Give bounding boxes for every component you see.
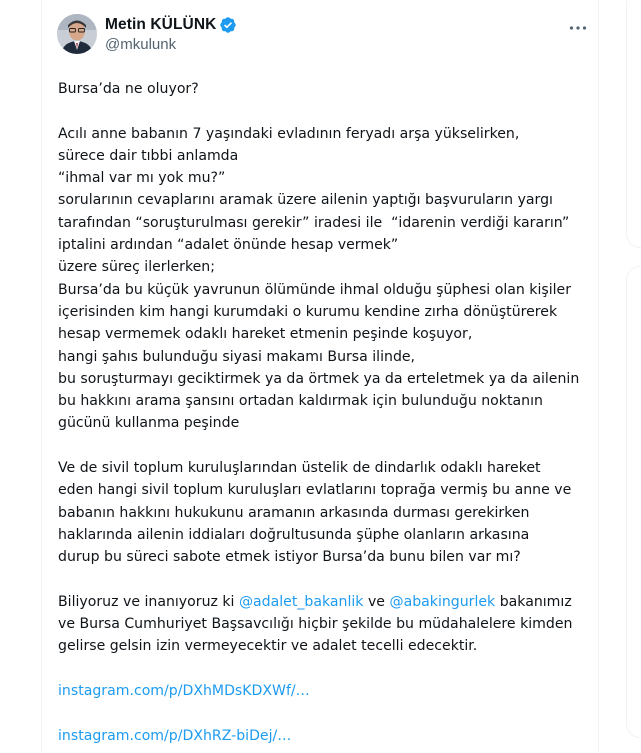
tweet-text-segment: ve <box>363 593 390 610</box>
tweet-line: sorularının cevaplarını aramak üzere ailenin yaptığı başvuruların yargı <box>58 192 553 209</box>
tweet-line-link <box>58 680 588 702</box>
tweet-line: Acılı anne babanın 7 yaşındaki evladının feryadı arşa yükselirken, <box>58 125 520 142</box>
verified-badge-icon <box>219 16 237 34</box>
tweet-line: hesap vermemek odaklı hareket etmenin peşinde koşuyor, <box>58 326 473 343</box>
tweet-header <box>57 13 587 57</box>
tweet-text-segment: Biliyoruz ve inanıyoruz ki <box>58 593 239 610</box>
tweet-line: haklarında ailenin iddiaları doğrultusunda şüphe olanların arkasına <box>58 526 530 543</box>
tweet-line: Bursa’da bu küçük yavrunun ölümünde ihmal olduğu şüphesi olan kişiler <box>58 281 571 298</box>
tweet-line: hangi şahıs bulunduğu siyasi makamı Bursa ilinde, <box>58 348 416 365</box>
side-panel-card <box>626 0 641 248</box>
side-panel-card <box>626 266 641 738</box>
author-info <box>105 15 237 53</box>
tweet-line: gelirse gelsin izin vermeyecektir ve adalet tecelli edecektir. <box>58 638 478 655</box>
mention-adalet-bakanlik[interactable]: @adalet_bakanlik <box>238 593 364 610</box>
instagram-link-2[interactable]: instagram.com/p/DXhRZ-biDej/… <box>58 727 292 744</box>
tweet-line: “ihmal var mı yok mu?” <box>58 170 226 187</box>
tweet-line: üzere süreç ilerlerken; <box>58 259 215 276</box>
tweet-line: tarafından “soruşturulması gerekir” iradesi ile “idarenin verdiği kararın” <box>58 214 570 231</box>
tweet-line-link <box>58 725 588 747</box>
author-handle[interactable]: @mkulunk <box>105 36 177 53</box>
profile-photo-icon <box>57 14 97 54</box>
tweet-line: babanın hakkını hukukunu aramanın arkasında durması gerekirken <box>58 504 530 521</box>
tweet-line: Ve de sivil toplum kuruluşlarından üstelik de dindarlık odaklı hareket <box>58 460 541 477</box>
tweet-column <box>41 0 599 753</box>
instagram-link-1[interactable]: instagram.com/p/DXhMDsKDXWf/… <box>58 683 310 700</box>
tweet-line-mentions <box>58 591 588 613</box>
tweet-line: ve Bursa Cumhuriyet Başsavcılığı hiçbir şekilde bu müdahalelere kimden <box>58 616 573 633</box>
author-name[interactable]: Metin KÜLÜNK <box>105 16 217 33</box>
tweet-line: içerisinden kim hangi kurumdaki o kurumu kendine zırha dönüştürerek <box>58 303 558 320</box>
more-options-button[interactable] <box>567 17 589 39</box>
tweet-text-segment: bakanımız <box>495 593 572 610</box>
tweet-line: durup bu süreci sabote etmek istiyor Bursa’da bunu bilen var mı? <box>58 549 521 566</box>
tweet-line: iptalini ardından “adalet önünde hesap vermek” <box>58 237 399 254</box>
tweet-line: eden hangi sivil toplum kuruluşları evlatlarını toprağa vermiş bu anne ve <box>58 482 572 499</box>
tweet-line: Bursa’da ne oluyor? <box>58 81 199 97</box>
tweet-line: sürece dair tıbbi anlamda <box>58 147 239 164</box>
tweet-line: bu soruşturmayı geciktirmek ya da örtmek ya da erteletmek ya da ailenin <box>58 370 580 387</box>
mention-abakingurlek[interactable]: @abakingurlek <box>389 593 496 610</box>
tweet-text <box>58 78 588 747</box>
more-horizontal-icon <box>569 25 587 31</box>
tweet-line: gücünü kullanma peşinde <box>58 415 240 432</box>
avatar[interactable] <box>57 14 97 54</box>
tweet-line: bu hakkını arama şansını ortadan kaldırmak için bulunduğu noktanın <box>58 393 543 410</box>
